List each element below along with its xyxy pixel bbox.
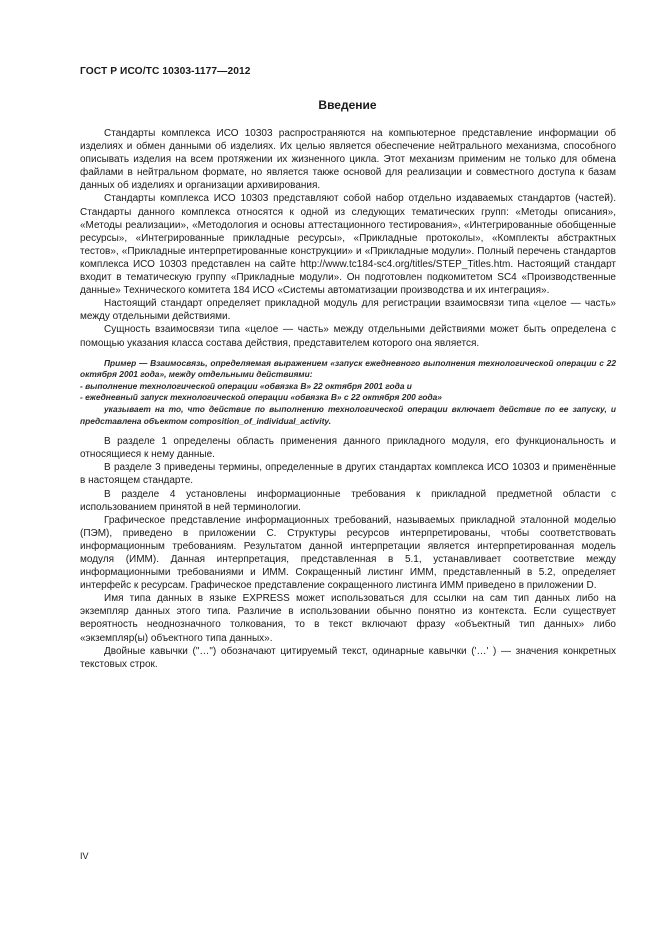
paragraph: В разделе 3 приведены термины, определенные в других стандартах комплекса ИСО 10303 и применённые в настоящем стандарте. [80,462,616,487]
paragraph: Стандарты комплекса ИСО 10303 представляют собой набор отдельно издаваемых стандартов (частей). Стандарты данного комплекса относятся к одной из следующих тематических групп: «Методы описания», «Методы реализации», «Методология и основы аттестационного тестирования», «Интегрированные обобщенные ресурсы», «Интегрированные прикладные ресурсы», «Прикладные протоколы», «Комплекты абстрактных тестов», «Прикладные интерпретированные конструкции» и «Прикладные модули». Полный перечень стандартов комплекса ИСО 10303 представлен на сайте http://www.tc184-sc4.org/titles/STEP_Titles.htm. Настоящий стандарт входит в тематическую группу «Прикладные модули». Он подготовлен подкомитетом SC4 «Производственные данные» Технического комитета 184 ИСО «Системы автоматизации производства и их интеграция». [80,193,616,297]
example-line: - ежедневный запуск технологической операции «обвязка В» с 22 октября 200 года» [80,392,442,403]
paragraph: Двойные кавычки ("…") обозначают цитируемый текст, одинарные кавычки ('…' ) — значения конкретных текстовых строк. [80,645,616,670]
paragraph: Графическое представление информационных требований, называемых прикладной эталонной моделью (ПЭМ), приведено в приложении С. Структуры ресурсов интерпретированы, чтобы соответствовать информационным требованиям. Результатом данной интерпретации является интерпретированная модель модуля (ИММ). Данная интерпретация, представленная в 5.1, устанавливает соответствие между информационными требованиями и ИММ. Сокращенный листинг ИММ, представленный в 5.2, определяет интерфейс к ресурсам. Графическое представление сокращенного листинга ИММ приведено в приложении D. [80,514,616,592]
document-body [80,127,616,671]
page-number: IV [80,851,89,861]
example-line: Пример — Взаимосвязь, определяемая выражением «запуск ежедневного выполнения технологической операции с 22 октября 2001 года», между отдельными действиями: [80,357,616,380]
paragraph: Настоящий стандарт определяет прикладной модуль для регистрации взаимосвязи типа «целое — часть» между отдельными действиями. [80,298,616,323]
paragraph: В разделе 1 определены область применения данного прикладного модуля, его функциональность и относящиеся к нему данные. [80,436,616,461]
example-line: указывает на то, что действие по выполнению технологической операции включает действие по ее запуску, и представлена объектом composition_of_individual_activity. [80,403,616,426]
section-title: Введение [318,98,377,112]
example-block [80,358,616,428]
paragraph: Сущность взаимосвязи типа «целое — часть» между отдельными действиями может быть определена с помощью указания класса состава действия, представителем которого она является. [80,324,616,349]
paragraph: Имя типа данных в языке EXPRESS может использоваться для ссылки на сам тип данных либо на экземпляр данных этого типа. Различие в использовании обычно понятно из контекста. Если существует вероятность неоднозначного толкования, то в текст включают фразу «объектный тип данных» либо «экземпляр(ы) объектного типа данных». [80,593,616,644]
example-line: - выполнение технологической операции «обвязка В» 22 октября 2001 года и [80,380,412,391]
paragraph: В разделе 4 установлены информационные требования к прикладной предметной области с использованием принятой в ней терминологии. [80,488,616,513]
document-header-code: ГОСТ Р ИСО/ТС 10303-1177—2012 [80,66,251,77]
paragraph: Стандарты комплекса ИСО 10303 распространяются на компьютерное представление информации об изделиях и обмен данными об изделиях. Их целью является обеспечение нейтрального механизма, способного описывать изделия на всем протяжении их жизненного цикла. Этот механизм применим не только для обмена файлами в нейтральном формате, но является также основой для реализации и совместного доступа к базам данных об изделиях и организации архивирования. [80,128,616,192]
